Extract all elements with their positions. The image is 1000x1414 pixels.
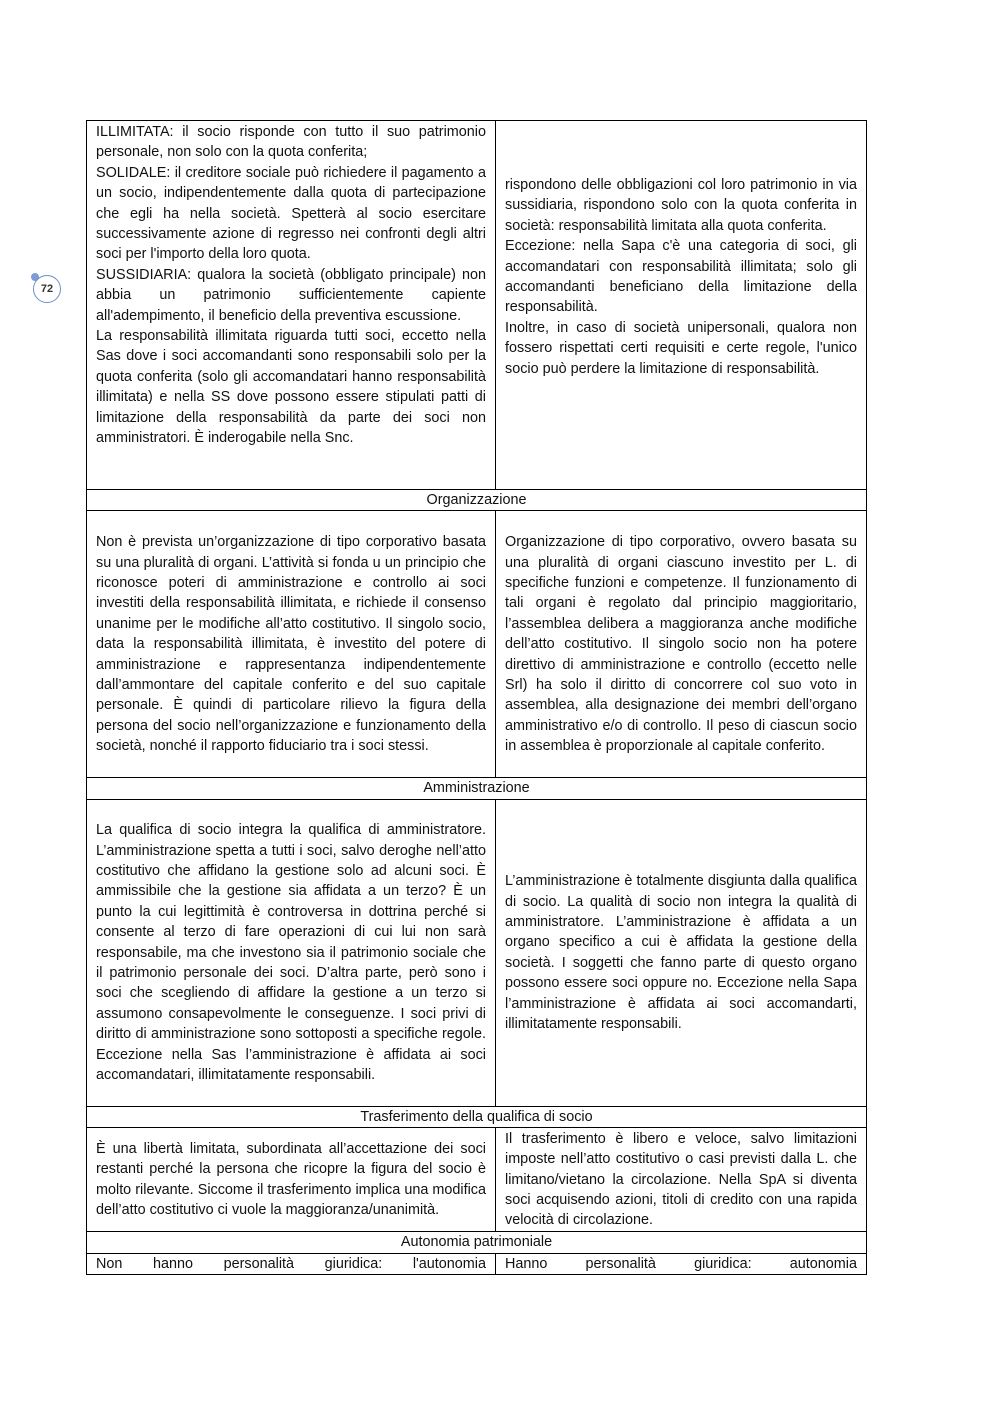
- cell-societa-capitali-organizzazione: Organizzazione di tipo corporativo, ovvero basata su una pluralità di organi ciascuno investito per L. di specifiche funzioni e competenze. Il funzionamento di tali organi è regolato dal principio maggioritario, l’assemblea delibera a maggioranza anche modifiche dell’atto costitutivo. Il singolo socio non ha potere direttivo di amministrazione e controllo (eccetto nelle Srl) ha solo il diritto di concorrere col suo voto in assemblea, alla designazione dei membri dell’organo amministrativo e/o di controllo. Il peso di ciascun socio in assemblea è proporzionale al capitale conferito.: [496, 511, 867, 778]
- section-header-row: [87, 490, 867, 511]
- section-title-trasferimento: Trasferimento della qualifica di socio: [87, 1106, 867, 1127]
- paragraph-societa-unipersonali: Inoltre, in caso di società unipersonali, qualora non fossero rispettati certi requisiti e certe regole, l'unico socio può perdere la limitazione di responsabilità.: [505, 319, 857, 377]
- table-row-amministrazione: [87, 799, 867, 1106]
- paragraph-eccezione-sapa: Eccezione: nella Sapa c'è una categoria di soci, gli accomandatari con responsabilità illimitata; solo gli accomandanti beneficiano della limitazione della responsabilità.: [505, 238, 857, 316]
- cell-societa-persone-autonomia: [87, 1253, 496, 1274]
- page-number-badge: 72: [33, 275, 61, 303]
- paragraph-solidale: SOLIDALE: il creditore sociale può richiedere il pagamento a un socio, indipendentemente dalla quota di partecipazione che egli ha nella società. Spetterà al socio esercitare successivamente azione di regresso nei confronti degli altri soci per l'importo della loro quota.: [96, 164, 486, 263]
- section-title-organizzazione: Organizzazione: [87, 490, 867, 511]
- paragraph-responsabilita-limitata: rispondono delle obbligazioni col loro patrimonio in via sussidiaria, rispondono solo con la quota conferita in società: responsabilità limitata alla quota conferita.: [505, 176, 857, 234]
- cell-societa-capitali-amministrazione: L’amministrazione è totalmente disgiunta dalla qualifica di socio. La qualità di socio non integra la qualità di amministratore. L’amministrazione è affidata a un organo specifico a cui è affidata la gestione della società. I soggetti che fanno parte di questo organo possono essere soci oppure no. Eccezione nella Sapa l’amministrazione è affidata ai soci accomandarti, illimitatamente responsabili.: [496, 799, 867, 1106]
- section-title-autonomia: Autonomia patrimoniale: [87, 1232, 867, 1253]
- cell-societa-capitali-responsabilita: [496, 121, 867, 490]
- cell-societa-capitali-autonomia: [496, 1253, 867, 1274]
- section-title-amministrazione: Amministrazione: [87, 778, 867, 799]
- section-header-row: [87, 1232, 867, 1253]
- cell-societa-persone-trasferimento: È una libertà limitata, subordinata all’accettazione dei soci restanti perché la persona che ricopre la figura del socio è molto rilevante. Siccome il trasferimento implica una modifica dell’atto costitutivo ci vuole la maggioranza/unanimità.: [87, 1128, 496, 1232]
- paragraph-responsabilita-illimitata: La responsabilità illimitata riguarda tutti soci, eccetto nella Sas dove i soci accomandanti sono responsabili solo per la quota conferita (solo gli accomandatari hanno responsabilità illimitata) e nella SS dove possono essere stipulati patti di limitazione della responsabilità da parte dei soci non amministratori. È inderogabile nella Snc.: [96, 328, 486, 447]
- cell-societa-persone-organizzazione: Non è prevista un’organizzazione di tipo corporativo basata su una pluralità di organi. L’attività si fonda u un principio che riconosce poteri di amministrazione e controllo ai soci investiti della responsabilità illimitata, e richiede il consenso unanime per le modifiche all’atto costitutivo. Il singolo socio, data la responsabilità illimitata, è investito del potere di amministrazione e rappresentanza indipendentemente dall’ammontare del capitale conferito e del suo capitale personale. È quindi di particolare rilievo la figura della persona del socio nell’organizzazione e funzionamento della società, nonché il rapporto fiduciario tra i soci stessi.: [87, 511, 496, 778]
- paragraph-sussidiaria: SUSSIDIARIA: qualora la società (obbligato principale) non abbia un patrimonio sufficientemente capiente all'adempimento, il beneficio della preventiva escussione.: [96, 266, 486, 324]
- table-row-autonomia: [87, 1253, 867, 1274]
- cell-societa-persone-responsabilita: [87, 121, 496, 490]
- cell-societa-capitali-trasferimento: Il trasferimento è libero e veloce, salvo limitazioni imposte nell’atto costitutivo o casi previsti dalla L. che limitano/vietano la circolazione. Nella SpA si diventa soci acquisendo azioni, titoli di credito con una rapida velocità di circolazione.: [496, 1128, 867, 1232]
- table-row-trasferimento: [87, 1128, 867, 1232]
- cell-societa-persone-amministrazione: La qualifica di socio integra la qualifica di amministratore. L’amministrazione spetta a tutti i soci, salvo deroghe nell’atto costitutivo che affidano la gestione solo ad alcuni soci. È ammissibile che la gestione sia affidata a un terzo? È un punto la cui legittimità è controversa in dottrina perché si consente al terzo di fare operazioni di cui lui non sarà responsabile, ma che investono sia il patrimonio sociale che il patrimonio personale dei soci. D’altra parte, però sono i soci che scegliendo di affidare la gestione a un terzo si assumono consapevolmente le conseguenze. I soci privi di diritto di amministrazione sono sottoposti a specifiche regole. Eccezione nella Sas l’amministrazione è affidata ai soci accomandatari, illimitatamente responsabili.: [87, 799, 496, 1106]
- comparison-table: [86, 120, 867, 1275]
- paragraph-illimitata: ILLIMITATA: il socio risponde con tutto il suo patrimonio personale, non solo con la quota conferita;: [96, 124, 486, 161]
- section-header-row: [87, 1106, 867, 1127]
- text-autonomia-capitali: Hanno personalità giuridica: autonomia: [505, 1256, 857, 1273]
- section-header-row: [87, 778, 867, 799]
- text-autonomia-persone: Non hanno personalità giuridica: l'autonomia: [96, 1256, 486, 1273]
- table-row-organizzazione: [87, 511, 867, 778]
- table-row-responsabilita: [87, 121, 867, 490]
